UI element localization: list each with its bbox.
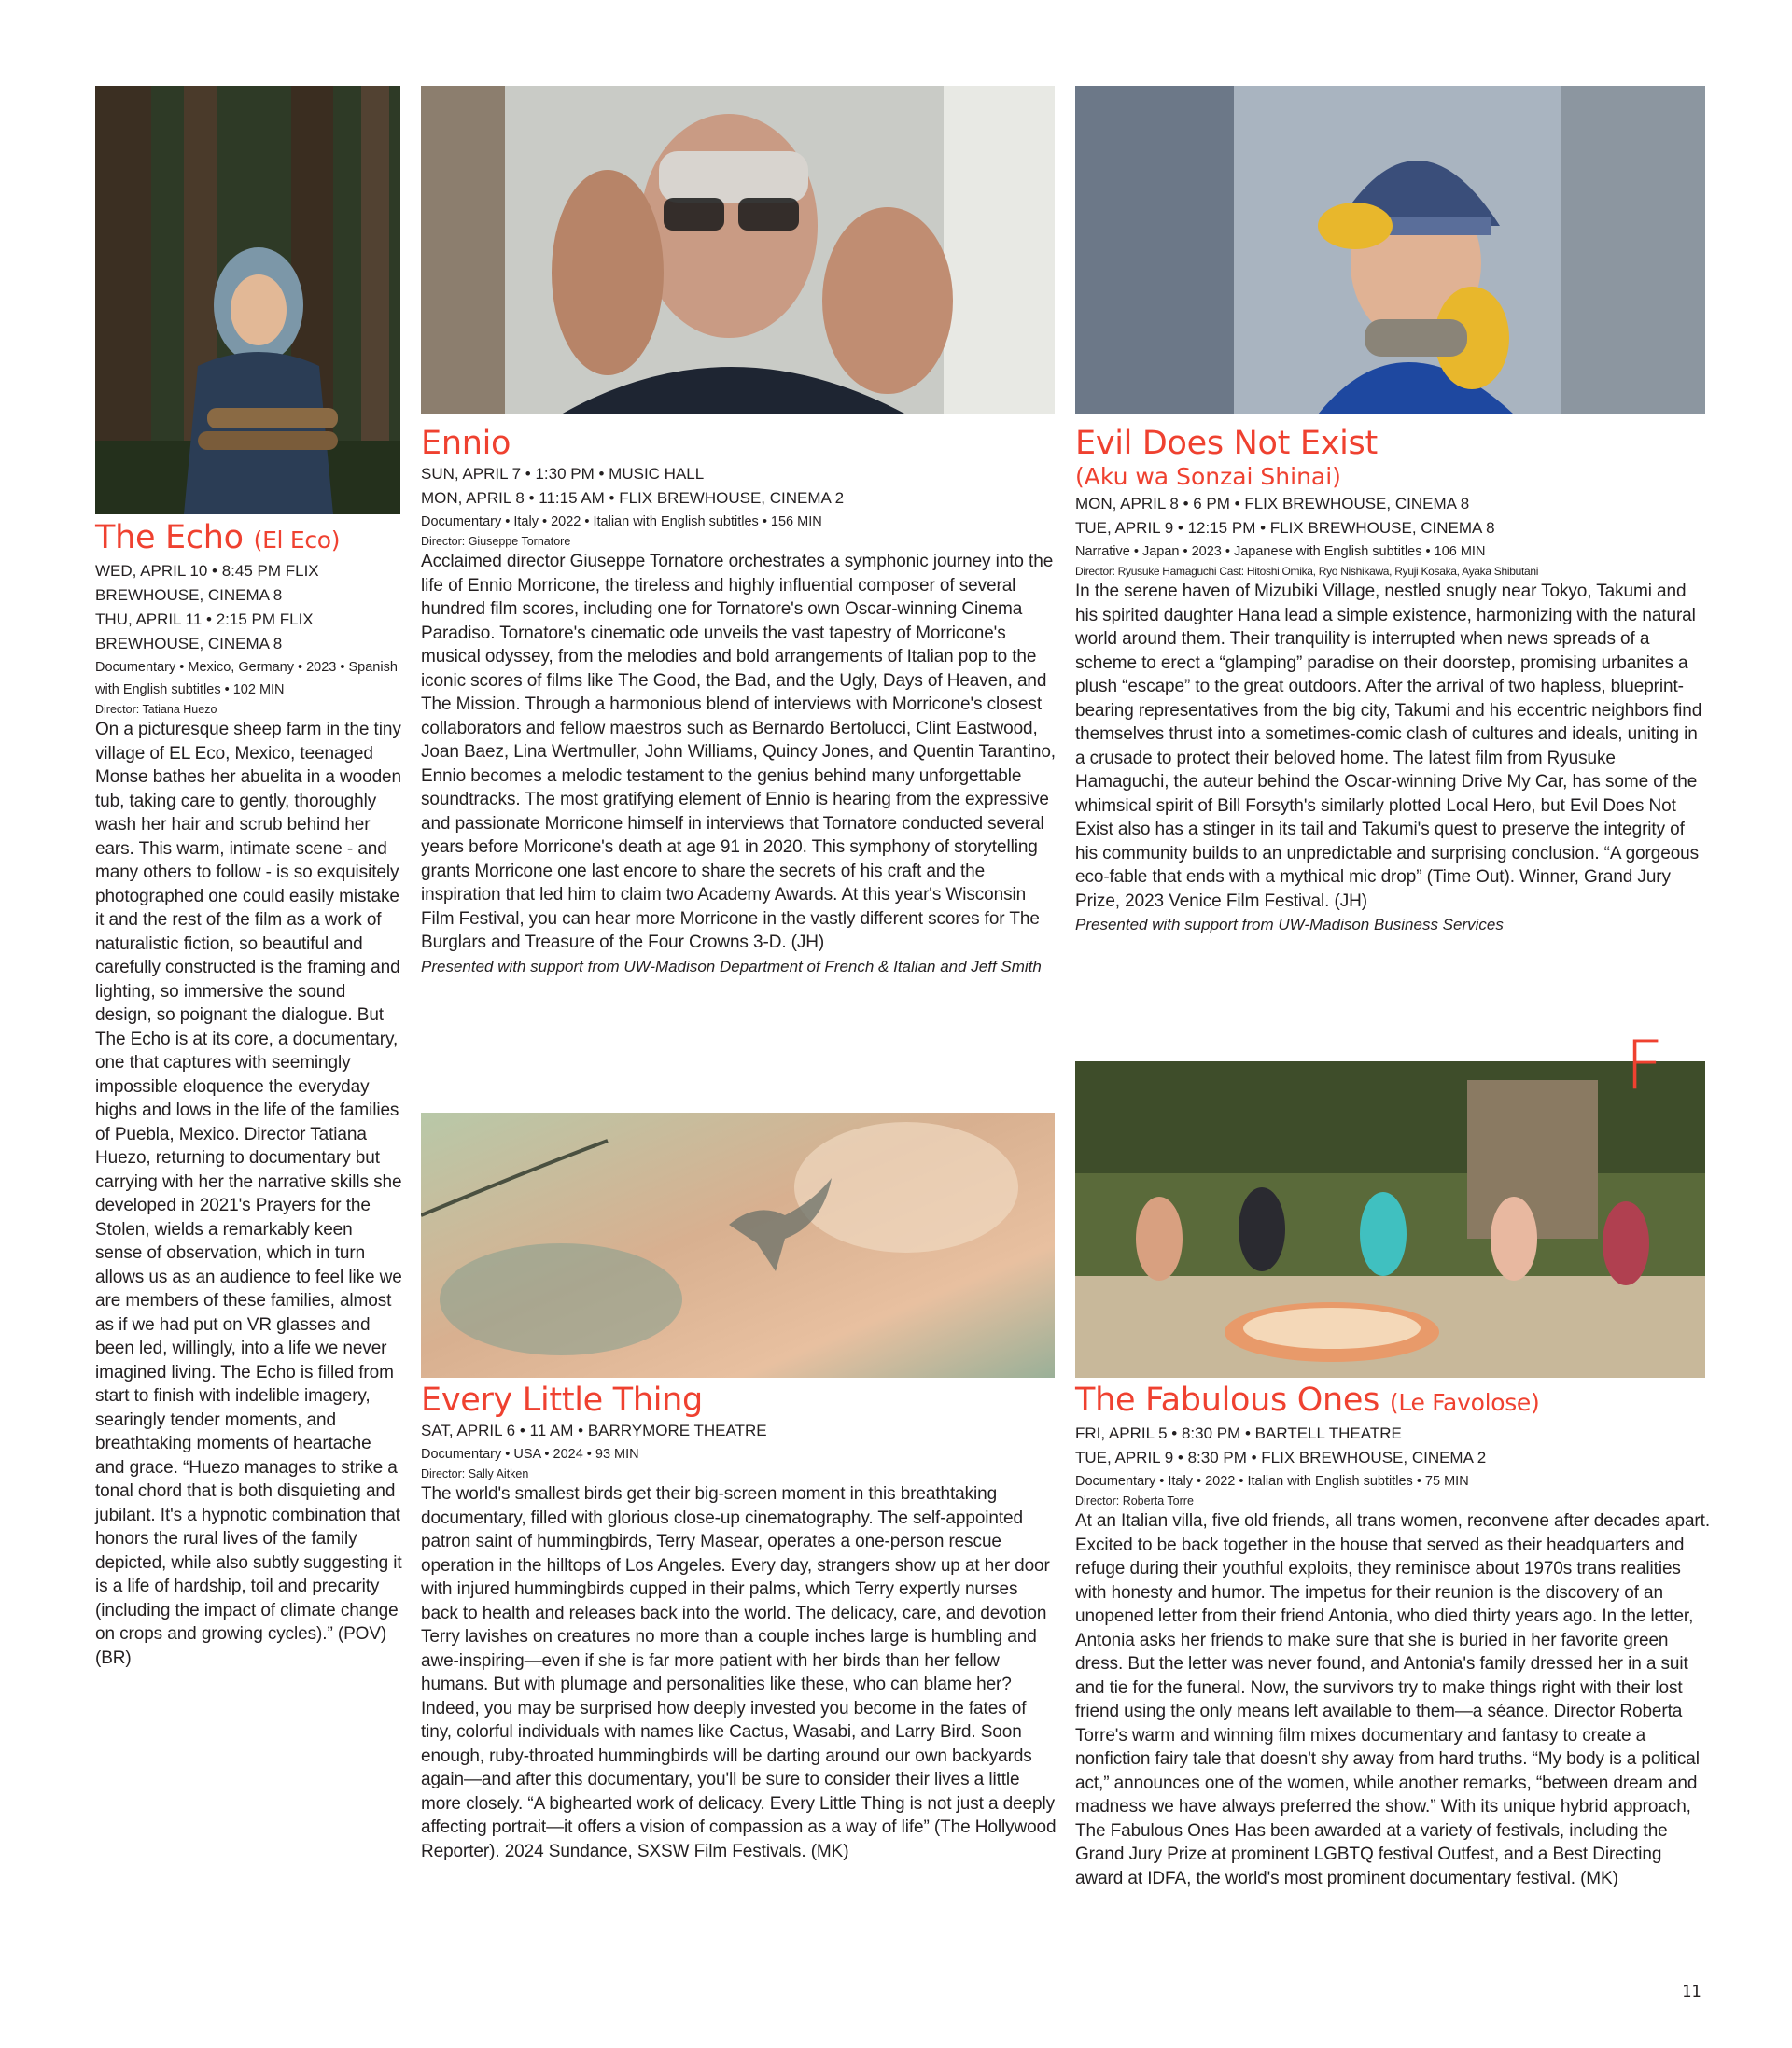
page-number: 11 [1682, 1983, 1701, 2001]
film-support-credit: Presented with support from UW-Madison Business Services [1075, 916, 1504, 933]
film-title: Every Little Thing [421, 1382, 703, 1419]
showtime: SAT, APRIL 6 • 11 AM • BARRYMORE THEATRE [421, 1422, 767, 1439]
every-little-thing-still [421, 1113, 1055, 1378]
film-entry-the-echo [95, 519, 403, 1670]
showtime: WED, APRIL 10 • 8:45 PM FLIX BREWHOUSE, CINEMA 8 [95, 562, 319, 604]
film-meta: Documentary • Italy • 2022 • Italian with English subtitles • 156 MIN [421, 514, 822, 529]
film-description: Acclaimed director Giuseppe Tornatore orchestrates a symphonic journey into the life of Ennio Morricone, the tireless and highly influential composer of several hundred film scores, including one for Tornatore's own Oscar-winning Cinema Paradiso. Tornatore's cinematic ode unveils the vast tapestry of Morricone's musical odyssey, from the melodies and bold arrangements of Italian pop to the iconic scores of films like The Good, the Bad, and the Ugly, Days of Heaven, and The Mission. Through a harmonious blend of interviews with Morricone's closest collaborators and fellow maestros such as Bernardo Bertolucci, Clint Eastwood, Joan Baez, Lina Wertmuller, John Williams, Quincy Jones, and Quentin Tarantino, Ennio becomes a melodic testament to the genius behind many unforgettable soundtracks. The most gratifying element of Ennio is hearing from the expressive and passionate Morricone himself in interviews that Tornatore conducted several years before Morricone's death at age 91 in 2020. This symphony of storytelling grants Morricone one last encore to share the secrets of his craft and the inspiration that led him to claim two Academy Awards. At this year's Wisconsin Film Festival, you can hear more Morricone in the vastly different scores for The Burglars and Treasure of the Four Crowns 3-D. (JH) [421, 552, 1056, 952]
film-director: Director: Giuseppe Tornatore [421, 535, 571, 548]
the-echo-still [95, 86, 400, 514]
film-subtitle: (Aku wa Sonzai Shinai) [1075, 463, 1341, 490]
showtime: TUE, APRIL 9 • 8:30 PM • FLIX BREWHOUSE, CINEMA 2 [1075, 1449, 1487, 1466]
showtime: MON, APRIL 8 • 6 PM • FLIX BREWHOUSE, CINEMA 8 [1075, 495, 1470, 512]
film-director: Director: Ryusuke Hamaguchi Cast: Hitoshi Omika, Ryo Nishikawa, Ryuji Kosaka, Ayaka Shibutani [1075, 565, 1539, 578]
film-entry-every-little-thing [421, 1382, 1057, 1863]
film-description: The world's smallest birds get their big-screen moment in this breathtaking documentary, filled with glorious close-up cinematography. The self-appointed patron saint of hummingbirds, Terry Masear, operates a one-person rescue operation in the hilltops of Los Angeles. Every day, strangers show up at her door with injured hummingbirds cupped in their palms, which Terry expertly nurses back to health and releases back into the world. The delicacy, care, and devotion Terry lavishes on creatures no more than a couple inches large is humbling and awe-inspiring—even if she is far more patient with her birds than her fellow humans. But with plumage and personalities like these, who can blame her? Indeed, you may be surprised how deeply invested you become in the fates of tiny, colorful individuals with names like Cactus, Wasabi, and Larry Bird. Soon enough, ruby-throated hummingbirds will be darting around our own backyards again—and after this documentary, you'll be sure to consider their lives a little more closely. “A bighearted work of delicacy. Every Little Thing is not just a deeply affecting portrait—it offers a vision of compassion as a way of life” (The Hollywood Reporter). 2024 Sundance, SXSW Film Festivals. (MK) [421, 1484, 1057, 1861]
evil-does-not-exist-still [1075, 86, 1705, 414]
ennio-still [421, 86, 1055, 414]
film-meta: Documentary • Mexico, Germany • 2023 • Spanish with English subtitles • 102 MIN [95, 660, 398, 697]
showtime: SUN, APRIL 7 • 1:30 PM • MUSIC HALL [421, 465, 705, 483]
film-meta: Narrative • Japan • 2023 • Japanese with English subtitles • 106 MIN [1075, 544, 1486, 559]
film-director: Director: Tatiana Huezo [95, 703, 217, 716]
film-description: At an Italian villa, five old friends, all trans women, reconvene after decades apart. Excited to be back together in the house that served as their headquarters and refuge during their youthful exploits, they reminisce about 1970s trans realities with honesty and humor. The impetus for their reunion is the discovery of an unopened letter from their friend Antonia, who died thirty years ago. In the letter, Antonia asks her friends to make sure that she is buried in her favorite green dress. But the letter was never found, and Antonia's family dressed her in a suit and tie for the funeral. Now, the survivors try to make things right with their lost friend using the only means left available to them—a séance. Director Roberta Torre's warm and winning film mixes documentary and fantasy to create a nonfiction fairy tale that doesn't shy away from hard truths. “My body is a political act,” announces one of the women, while another remarks, “between dream and madness we have always preferred the show.” With its unique hybrid approach, The Fabulous Ones Has been awarded at a variety of festivals, including the Grand Jury Prize at prominent LGBTQ festival Outfest, and a Best Directing award at IDFA, the world's most prominent documentary festival. (MK) [1075, 1511, 1710, 1888]
film-entry-ennio [421, 425, 1057, 978]
film-title: Ennio [421, 425, 511, 462]
film-title: The Fabulous Ones (Le Favolose) [1075, 1382, 1540, 1419]
showtime: THU, APRIL 11 • 2:15 PM FLIX BREWHOUSE, CINEMA 8 [95, 610, 314, 652]
film-meta: Documentary • USA • 2024 • 93 MIN [421, 1447, 639, 1462]
showtime: TUE, APRIL 9 • 12:15 PM • FLIX BREWHOUSE, CINEMA 8 [1075, 519, 1495, 537]
film-director: Director: Sally Aitken [421, 1467, 529, 1480]
showtime: MON, APRIL 8 • 11:15 AM • FLIX BREWHOUSE, CINEMA 2 [421, 489, 845, 507]
the-fabulous-ones-still [1075, 1061, 1705, 1378]
film-director: Director: Roberta Torre [1075, 1494, 1194, 1508]
showtime: FRI, APRIL 5 • 8:30 PM • BARTELL THEATRE [1075, 1424, 1402, 1442]
film-description: In the serene haven of Mizubiki Village, nestled snugly near Tokyo, Takumi and his spirited daughter Hana lead a simple existence, harmonizing with the natural world around them. Their tranquility is interrupted when news spreads of a scheme to erect a “glamping” paradise on their doorstep, promising urbanites a plush “escape” to the great outdoors. After the arrival of two hapless, blueprint-bearing representatives from the big city, Takumi and his eccentric neighbors find themselves thrust into a sometimes-comic clash of cultures and ideals, uniting in a crusade to protect their beloved home. The latest film from Ryusuke Hamaguchi, the auteur behind the Oscar-winning Drive My Car, has some of the whimsical spirit of Bill Forsyth's similarly plotted Local Hero, but Evil Does Not Exist also has a stinger in its tail and Takumi's quest to preserve the integrity of his community builds to an unpredictable and surprising conclusion. “A gorgeous eco-fable that ends with a mythical mic drop” (Time Out). Winner, Grand Jury Prize, 2023 Venice Film Festival. (JH) [1075, 582, 1702, 911]
film-support-credit: Presented with support from UW-Madison Department of French & Italian and Jeff Smith [421, 957, 1042, 975]
film-entry-the-fabulous-ones [1075, 1382, 1710, 1890]
section-letter: F [1625, 1026, 1664, 1104]
film-meta: Documentary • Italy • 2022 • Italian with English subtitles • 75 MIN [1075, 1474, 1469, 1489]
film-entry-evil-does-not-exist [1075, 425, 1710, 936]
film-title: The Echo (El Eco) [95, 519, 341, 556]
film-description: On a picturesque sheep farm in the tiny village of EL Eco, Mexico, teenaged Monse bathes her abuelita in a wooden tub, taking care to gently, thoroughly wash her hair and scrub behind her ears. This warm, intimate scene - and many others to follow - is so exquisitely photographed one could easily mistake it and the rest of the film as a work of naturalistic fiction, so beautiful and carefully constructed is the framing and lighting, so immersive the sound design, so poignant the dialogue. But The Echo is at its core, a documentary, one that captures with seemingly impossible eloquence the everyday highs and lows in the life of the families of Puebla, Mexico. Director Tatiana Huezo, returning to documentary but carrying with her the narrative skills she developed in 2021's Prayers for the Stolen, wields a remarkably keen sense of observation, which in turn allows us as an audience to feel like we are members of these families, almost as if we had put on VR glasses and been led, willingly, into a life we never imagined living. The Echo is filled from start to finish with indelible imagery, searingly tender moments, and breathtaking moments of heartache and grace. “Huezo manages to strike a tonal chord that is both disquieting and jubilant. It's a hypnotic combination that honors the rural lives of the family depicted, while also subtly suggesting it is a life of hardship, toil and precarity (including the impact of climate change on crops and growing cycles).” (POV) (BR) [95, 720, 402, 1668]
film-title: Evil Does Not Exist [1075, 425, 1378, 462]
